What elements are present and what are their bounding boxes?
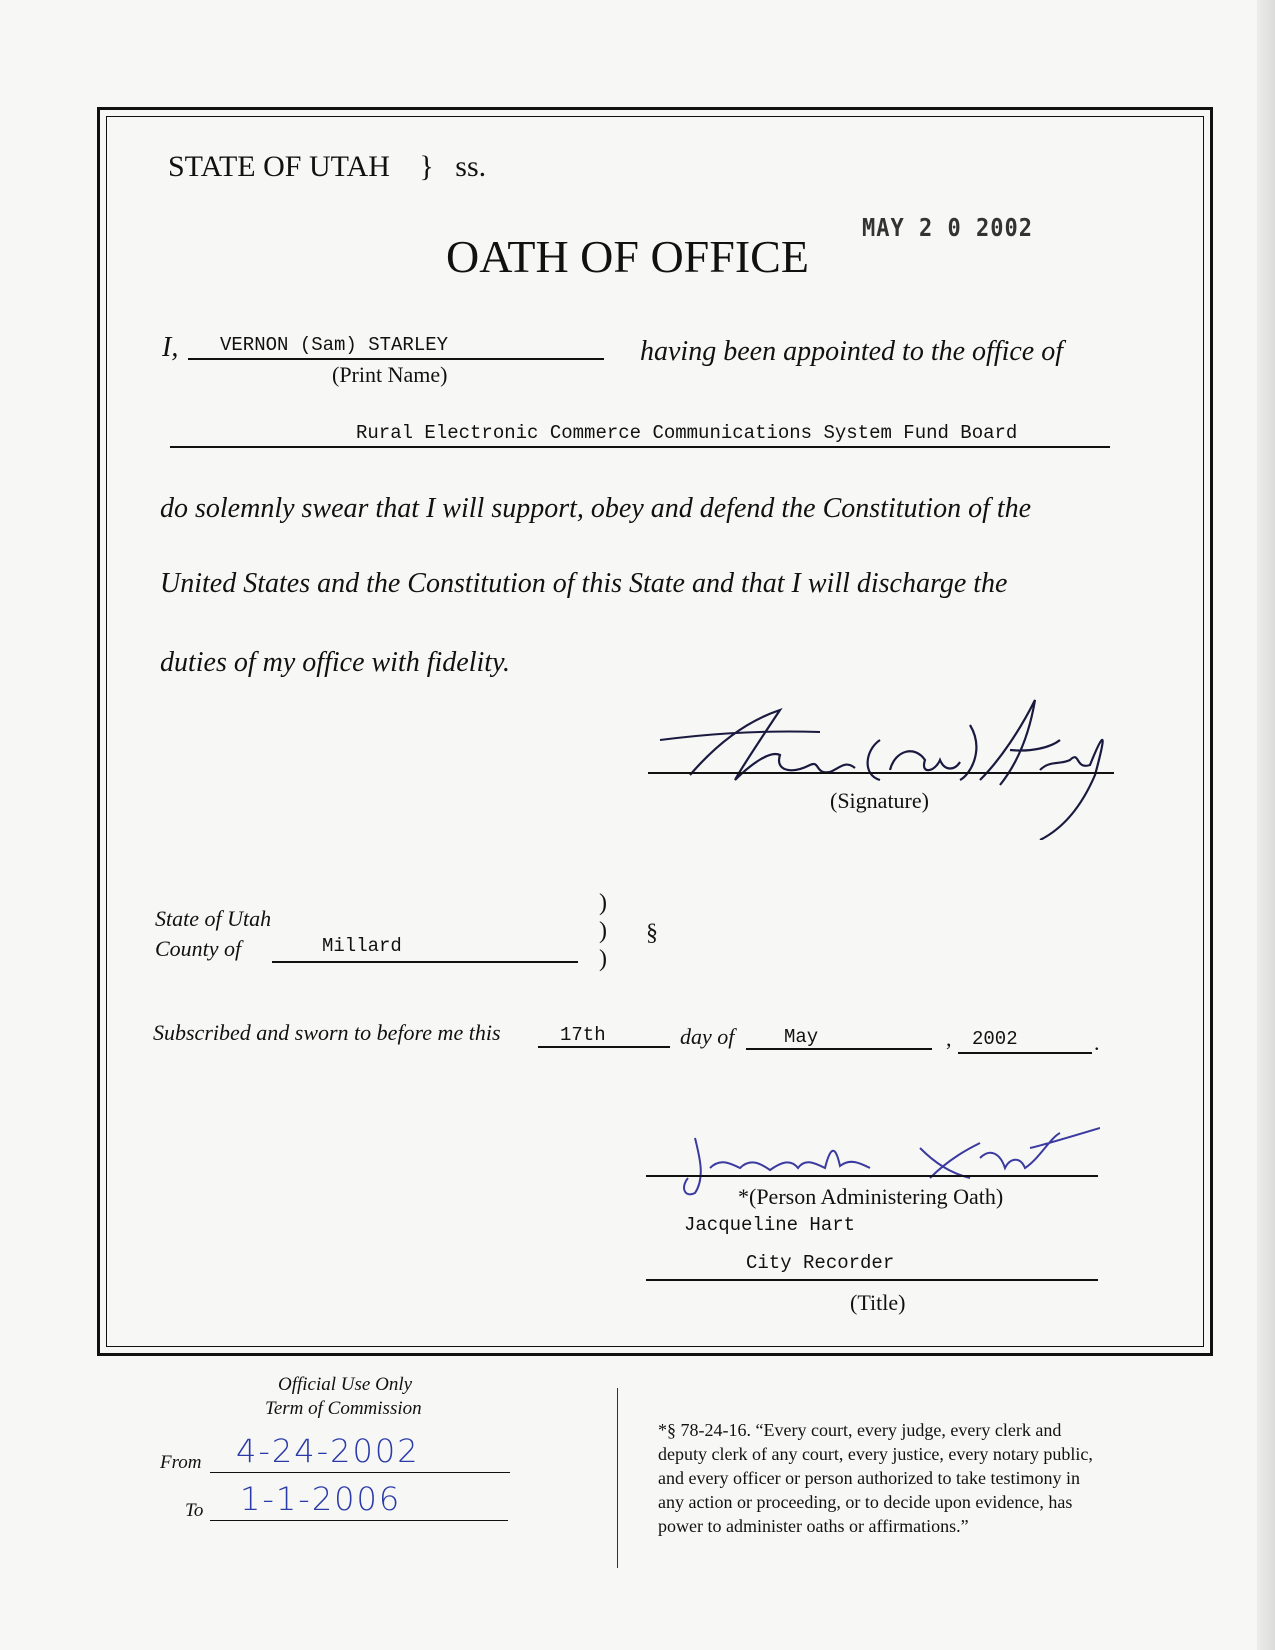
subscribed-month: May xyxy=(784,1026,819,1048)
brace-symbol: } xyxy=(419,150,434,183)
venue-paren-2: ) xyxy=(599,918,607,944)
state-of-utah-text: STATE OF UTAH xyxy=(168,150,390,183)
state-heading xyxy=(168,150,486,184)
footnote-line-1: *§ 78-24-16. “Every court, every judge, every clerk and xyxy=(658,1420,1062,1440)
oath-line-3: duties of my office with fidelity. xyxy=(160,647,510,678)
from-line xyxy=(210,1472,510,1473)
subscribed-day: 17th xyxy=(560,1024,606,1046)
footer-divider xyxy=(617,1388,618,1568)
name-line xyxy=(188,358,604,360)
office-line xyxy=(170,446,1110,448)
venue-paren-3: ) xyxy=(599,946,607,972)
subscribed-year: 2002 xyxy=(972,1028,1018,1050)
oath-line-2: United States and the Constitution of this State and that I will discharge the xyxy=(160,568,1008,599)
day-line xyxy=(538,1046,670,1048)
statute-footnote xyxy=(658,1418,1093,1538)
appointee-name: VERNON (Sam) STARLEY xyxy=(220,334,449,356)
document-title: OATH OF OFFICE xyxy=(446,231,809,282)
year-line xyxy=(958,1052,1092,1054)
day-of-text: day of xyxy=(680,1024,735,1049)
to-label: To xyxy=(185,1500,204,1521)
county-value: Millard xyxy=(322,935,402,957)
administrator-signature-line xyxy=(646,1175,1098,1177)
print-name-label: (Print Name) xyxy=(332,362,448,387)
administrator-title: City Recorder xyxy=(746,1252,895,1274)
footnote-line-5: power to administer oaths or affirmations.” xyxy=(658,1516,969,1536)
official-use-heading: Official Use Only xyxy=(278,1374,413,1395)
administrator-name: Jacqueline Hart xyxy=(684,1214,856,1236)
from-value: 4-24-2002 xyxy=(236,1432,420,1470)
signature-label: (Signature) xyxy=(830,788,929,813)
footnote-line-3: and every officer or person authorized to take testimony in xyxy=(658,1468,1081,1488)
venue-state-label: State of Utah xyxy=(155,906,272,931)
subscribed-text: Subscribed and sworn to before me this xyxy=(153,1020,501,1045)
period-text: . xyxy=(1094,1030,1100,1055)
title-label: (Title) xyxy=(850,1290,906,1315)
footnote-line-2: deputy clerk of any court, every justice, every notary public, xyxy=(658,1444,1093,1464)
from-label: From xyxy=(160,1452,202,1473)
to-line xyxy=(210,1520,508,1521)
term-heading: Term of Commission xyxy=(265,1398,422,1419)
section-symbol: § xyxy=(646,920,658,946)
having-appointed-text: having been appointed to the office of xyxy=(640,336,1064,367)
office-name: Rural Electronic Commerce Communications System Fund Board xyxy=(356,422,1018,444)
appointee-signature xyxy=(640,680,1120,840)
i-prefix: I, xyxy=(162,332,179,363)
to-value: 1-1-2006 xyxy=(240,1480,402,1518)
date-stamp: MAY 2 0 2002 xyxy=(862,214,1033,243)
footnote-line-4: any action or proceeding, or to decide upon evidence, has xyxy=(658,1492,1073,1512)
month-line xyxy=(746,1048,932,1050)
oath-line-1: do solemnly swear that I will support, obey and defend the Constitution of the xyxy=(160,493,1032,524)
administrator-label: *(Person Administering Oath) xyxy=(738,1184,1004,1209)
county-label: County of xyxy=(155,936,242,961)
county-line xyxy=(272,961,578,963)
ss-text: ss. xyxy=(455,150,487,183)
page-edge xyxy=(1257,0,1275,1650)
venue-paren-1: ) xyxy=(599,890,607,916)
title-line xyxy=(646,1279,1098,1281)
comma-text: , xyxy=(946,1026,952,1051)
signature-line xyxy=(648,772,1114,774)
